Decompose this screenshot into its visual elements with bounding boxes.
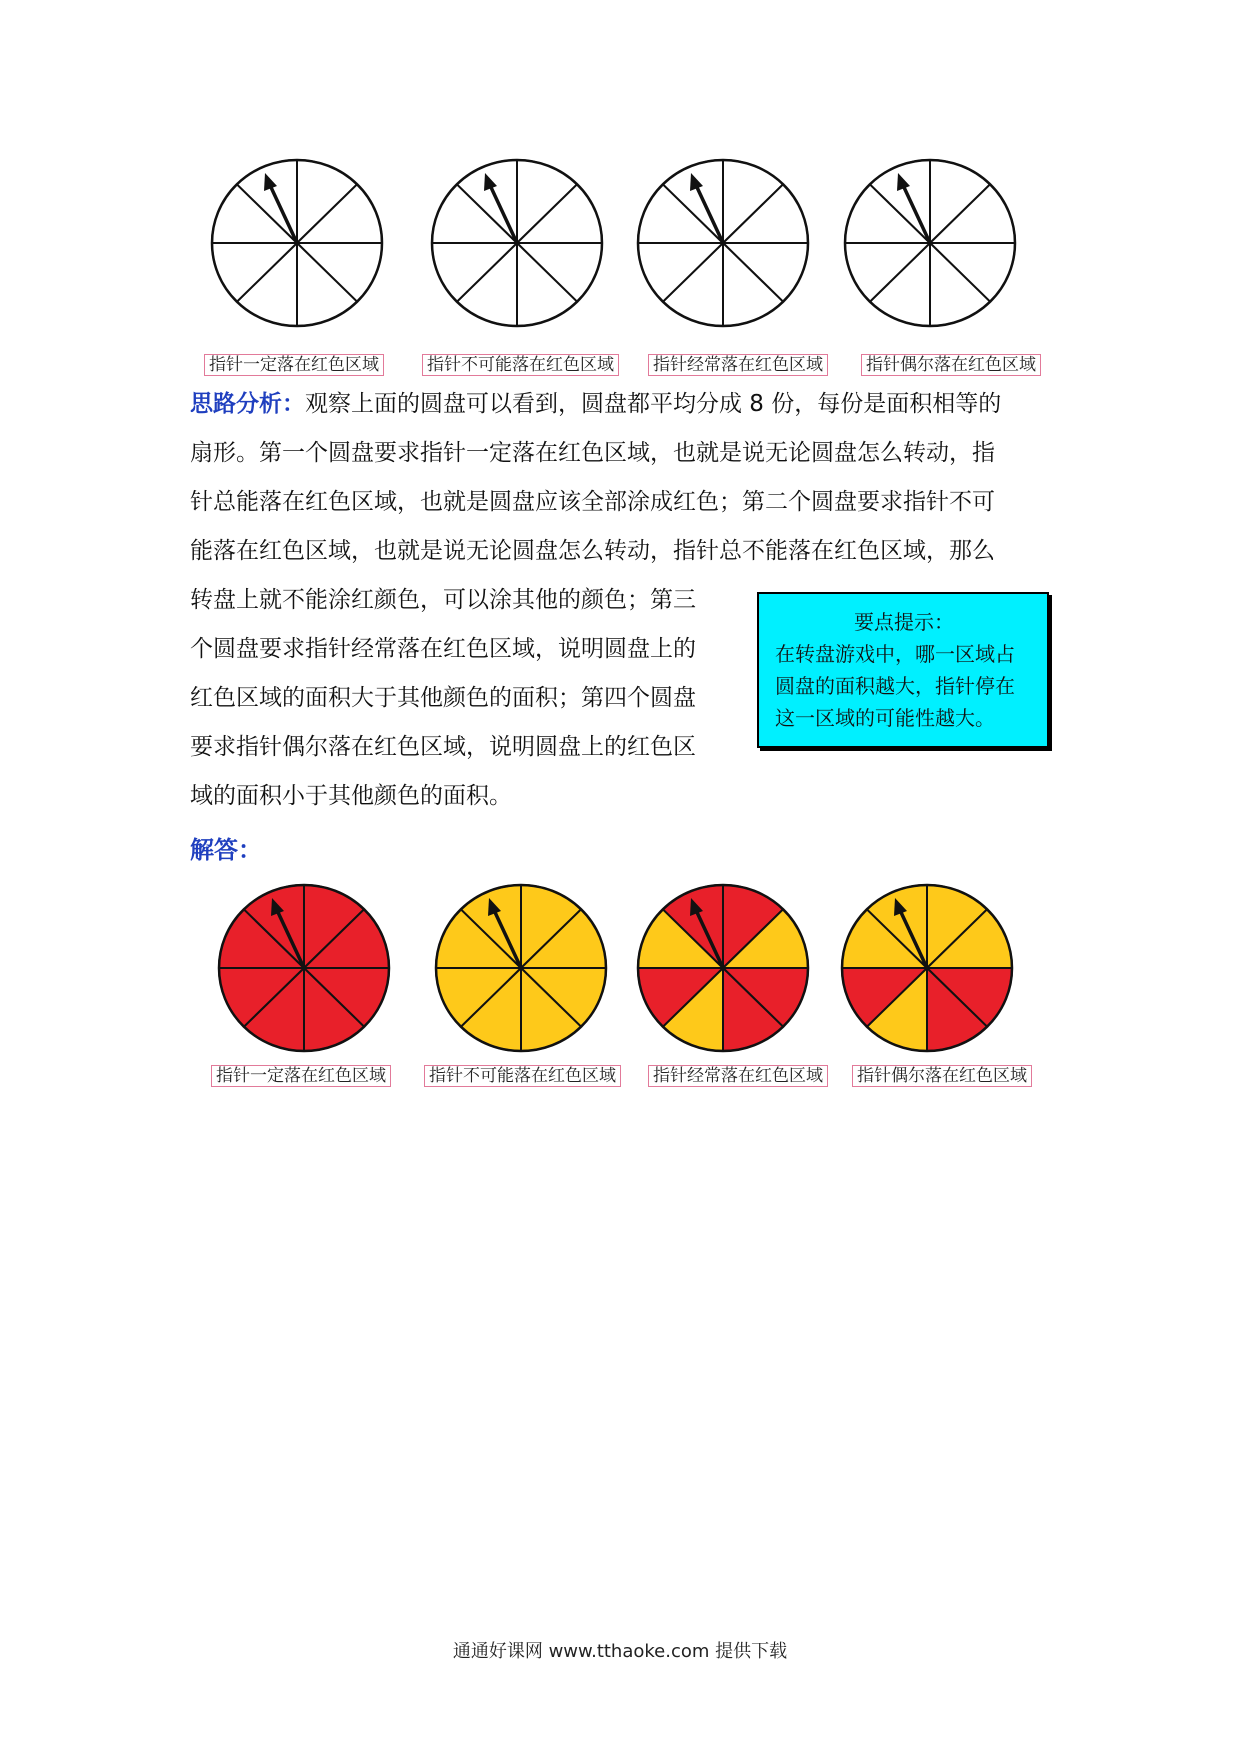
- spinner-caption: 指针经常落在红色区域: [648, 354, 828, 376]
- spinner-disc: [636, 883, 811, 1053]
- tip-line-3: 这一区域的可能性越大。: [775, 706, 995, 730]
- spinner-disc: [843, 158, 1018, 328]
- spinner-disc: [430, 158, 605, 328]
- spinner-caption: 指针一定落在红色区域: [204, 354, 384, 376]
- analysis-line-8: 要求指针偶尔落在红色区域，说明圆盘上的红色区: [190, 734, 696, 760]
- analysis-line-1: [190, 380, 1070, 429]
- spinner-caption: 指针经常落在红色区域: [648, 1065, 828, 1087]
- analysis-line-4: 能落在红色区域，也就是说无论圆盘怎么转动，指针总不能落在红色区域，那么: [190, 538, 995, 564]
- spinner-disc: [210, 158, 385, 328]
- spinner-disc: [840, 883, 1015, 1053]
- bottom-spinner-row: [0, 875, 1240, 1135]
- analysis-line-9: 域的面积小于其他颜色的面积。: [190, 783, 512, 809]
- analysis-text: 观察上面的圆盘可以看到，圆盘都平均分成 8 份，每份是面积相等的: [305, 391, 1002, 417]
- spinner-caption: 指针一定落在红色区域: [211, 1065, 391, 1087]
- analysis-lead: 思路分析：: [190, 391, 305, 417]
- key-point-tip-box: [757, 592, 1049, 748]
- tip-line-1: 在转盘游戏中，哪一区域占: [775, 642, 1015, 666]
- analysis-line-7: 红色区域的面积大于其他颜色的面积；第四个圆盘: [190, 685, 696, 711]
- spinner-disc: [636, 158, 811, 328]
- tip-title: 要点提示：: [854, 610, 954, 634]
- footer-download-note: 通通好课网 www.tthaoke.com 提供下载: [452, 1641, 788, 1662]
- answer-label: 解答：: [190, 836, 262, 864]
- spinner-caption: 指针不可能落在红色区域: [422, 354, 619, 376]
- spinner-caption: 指针偶尔落在红色区域: [852, 1065, 1032, 1087]
- spinner-disc: [434, 883, 609, 1053]
- spinner-caption: 指针偶尔落在红色区域: [861, 354, 1041, 376]
- analysis-line-6: 个圆盘要求指针经常落在红色区域，说明圆盘上的: [190, 636, 696, 662]
- analysis-line-2: 扇形。第一个圆盘要求指针一定落在红色区域，也就是说无论圆盘怎么转动，指: [190, 440, 995, 466]
- spinner-caption: 指针不可能落在红色区域: [424, 1065, 621, 1087]
- tip-line-2: 圆盘的面积越大，指针停在: [775, 674, 1015, 698]
- analysis-line-5: 转盘上就不能涂红颜色，可以涂其他的颜色；第三: [190, 587, 696, 613]
- analysis-line-3: 针总能落在红色区域，也就是圆盘应该全部涂成红色；第二个圆盘要求指针不可: [190, 489, 995, 515]
- spinner-disc: [217, 883, 392, 1053]
- top-spinner-row: [0, 150, 1240, 410]
